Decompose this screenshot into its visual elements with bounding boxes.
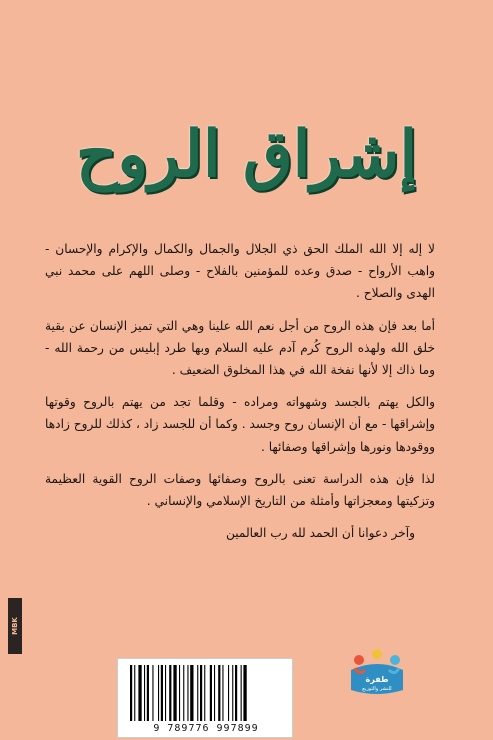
- barcode: [117, 658, 293, 738]
- back-cover-text: [45, 238, 435, 554]
- paragraph-4: لذا فإن هذه الدراسة تعنى بالروح وصفائها وصفات الروح القوية العظيمة وتزكيتها ومعجزاتها وأمثلة من التاريخ الإسلامي والإنساني .: [45, 471, 435, 509]
- publisher-name: طفرة: [365, 675, 389, 684]
- book-title: إشراق الروح: [75, 117, 418, 192]
- paragraph-2: أما بعد فإن هذه الروح من أجل نعم الله علينا وهي التي تميز الإنسان عن بقية خلق الله ولهذه الروح كُرم آدم عليه السلام وبها طرد إبليس من رحمة الله - وما ذاك إلا لأنها نفخة الله في هذا المخلوق الضعيف .: [45, 318, 435, 378]
- paragraph-3: والكل يهتم بالجسد وشهواته ومراده - وقلما تجد من يهتم بالروح وقوتها وإشراقها - مع أن الإنسان روح وجسد . وكما أن للجسد زاد ، كذلك للروح زادها ووقودها ونورها وإشراقها وصفائها .: [45, 395, 435, 454]
- isbn-number: 9 789776 997899: [153, 723, 259, 734]
- spine-logo: [8, 598, 22, 654]
- spine-label: MBK: [11, 617, 20, 635]
- barcode-bars: [128, 665, 284, 721]
- publisher-tagline: للنشر والتوزيع: [362, 686, 392, 692]
- paragraph-1: لا إله إلا الله الملك الحق ذي الجلال والجمال والكمال والإكرام والإحسان - واهب الأرواح - صدق وعده للمؤمنين بالفلاح - وصلى اللهم على محمد نبي الهدى والصلاح .: [45, 242, 435, 301]
- closing-line: وآخر دعوانا أن الحمد لله رب العالمين: [225, 526, 415, 541]
